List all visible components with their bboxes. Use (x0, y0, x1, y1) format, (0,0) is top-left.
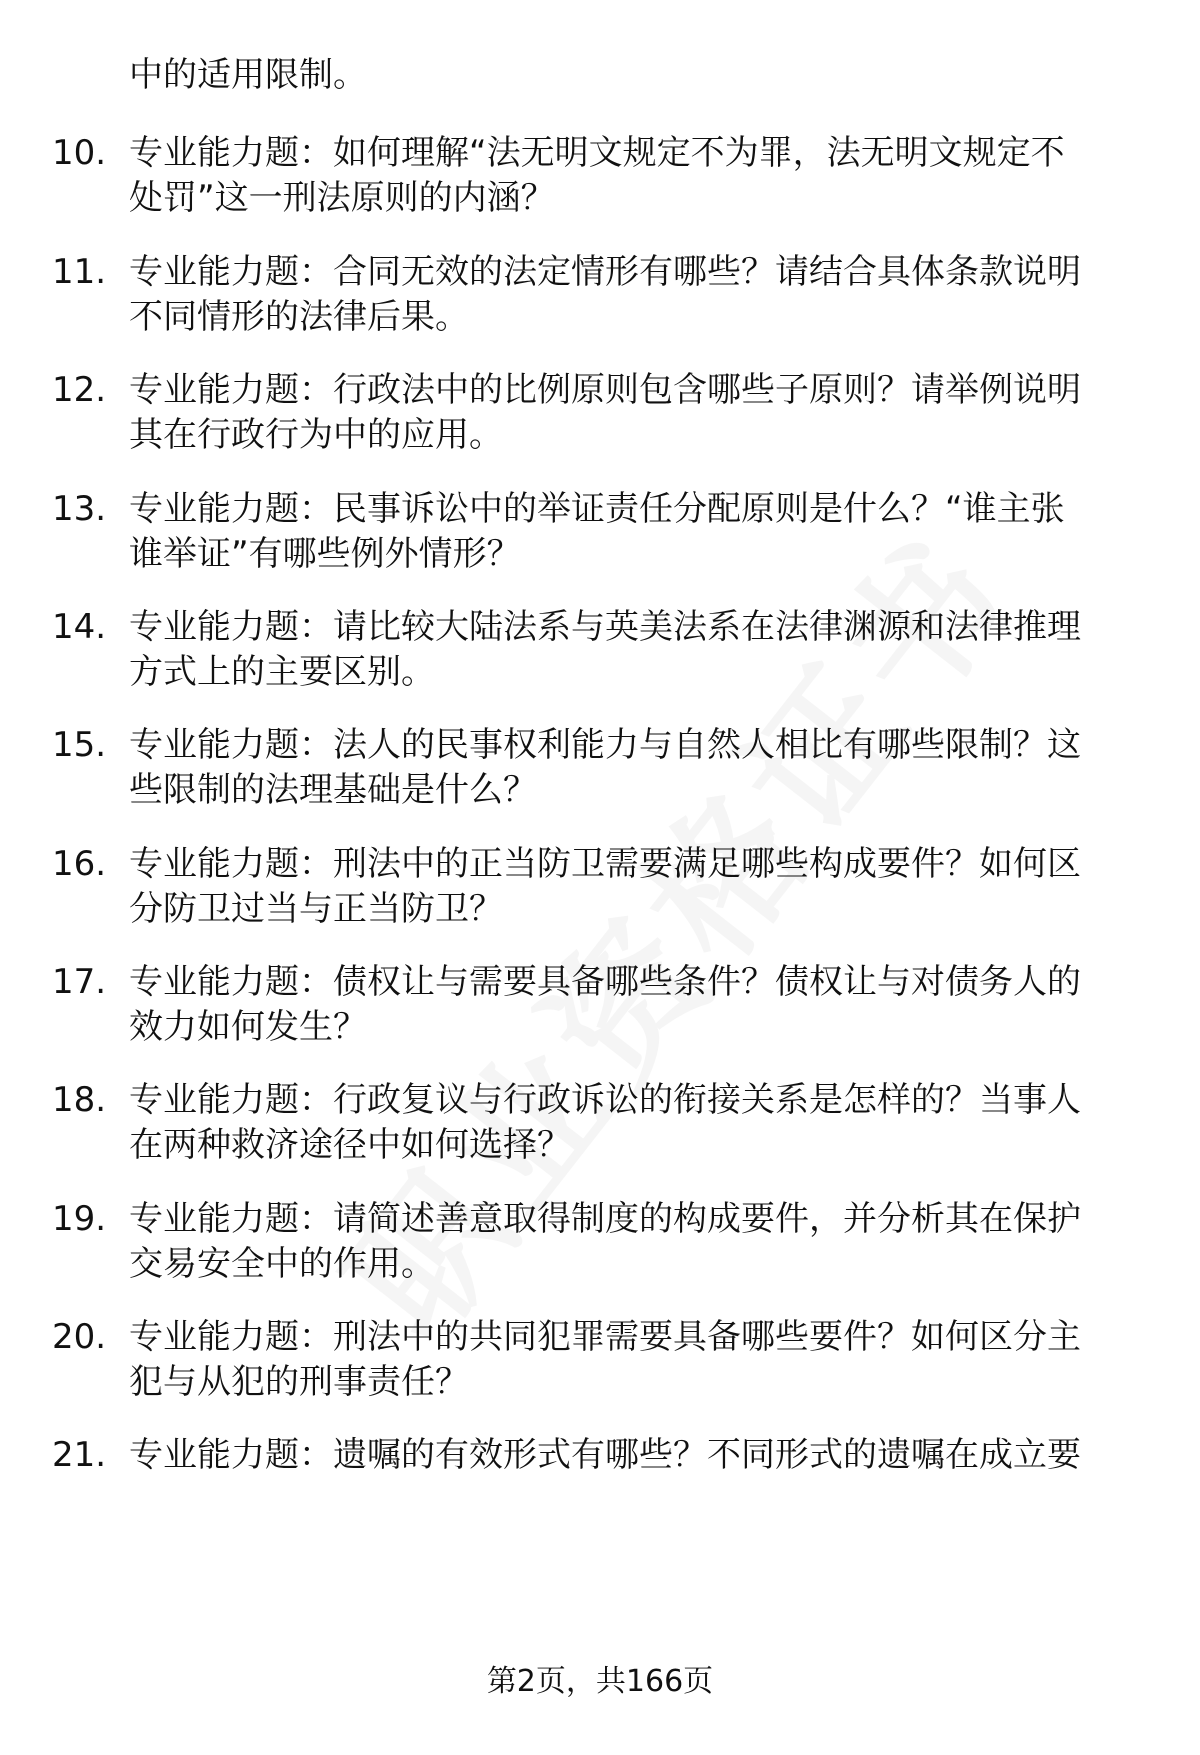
question-number: 10. (52, 133, 107, 173)
question-line: 专业能力题：债权让与需要具备哪些条件？债权让与对债务人的 (129, 962, 1081, 1002)
question-number: 12. (52, 370, 107, 410)
question-line: 专业能力题：合同无效的法定情形有哪些？请结合具体条款说明 (129, 252, 1081, 292)
question-line: 些限制的法理基础是什么？ (129, 770, 537, 810)
question-line: 分防卫过当与正当防卫？ (129, 889, 503, 929)
question-line: 专业能力题：行政复议与行政诉讼的衔接关系是怎样的？当事人 (129, 1080, 1081, 1120)
question-line: 处罚”这一刑法原则的内涵？ (129, 178, 555, 218)
question-number: 13. (52, 489, 107, 529)
question-line: 专业能力题：刑法中的共同犯罪需要具备哪些要件？如何区分主 (129, 1317, 1081, 1357)
question-line: 效力如何发生？ (129, 1007, 367, 1047)
question-line: 交易安全中的作用。 (129, 1244, 435, 1284)
question-line: 其在行政行为中的应用。 (129, 415, 503, 455)
question-number: 18. (52, 1080, 107, 1120)
question-number: 14. (52, 607, 107, 647)
question-line: 犯与从犯的刑事责任？ (129, 1362, 469, 1402)
question-number: 16. (52, 844, 107, 884)
leading-line: 中的适用限制。 (129, 55, 367, 95)
question-number: 21. (52, 1435, 107, 1475)
question-line: 专业能力题：请比较大陆法系与英美法系在法律渊源和法律推理 (129, 607, 1081, 647)
question-line: 专业能力题：民事诉讼中的举证责任分配原则是什么？“谁主张 (129, 489, 1065, 529)
question-line: 专业能力题：遗嘱的有效形式有哪些？不同形式的遗嘱在成立要 (129, 1435, 1081, 1475)
question-number: 15. (52, 725, 107, 765)
question-number: 11. (52, 252, 107, 292)
page-footer: 第2页，共166页 (486, 1664, 714, 1699)
question-line: 专业能力题：行政法中的比例原则包含哪些子原则？请举例说明 (129, 370, 1081, 410)
question-line: 专业能力题：法人的民事权利能力与自然人相比有哪些限制？这 (129, 725, 1081, 765)
question-number: 17. (52, 962, 107, 1002)
question-line: 不同情形的法律后果。 (129, 297, 469, 337)
question-line: 专业能力题：如何理解“法无明文规定不为罪，法无明文规定不 (129, 133, 1065, 173)
question-line: 方式上的主要区别。 (129, 652, 435, 692)
question-number: 19. (52, 1199, 107, 1239)
question-line: 在两种救济途径中如何选择？ (129, 1125, 571, 1165)
question-line: 专业能力题：请简述善意取得制度的构成要件，并分析其在保护 (129, 1199, 1081, 1239)
question-line: 谁举证”有哪些例外情形？ (129, 534, 521, 574)
question-number: 20. (52, 1317, 107, 1357)
question-line: 专业能力题：刑法中的正当防卫需要满足哪些构成要件？如何区 (129, 844, 1081, 884)
